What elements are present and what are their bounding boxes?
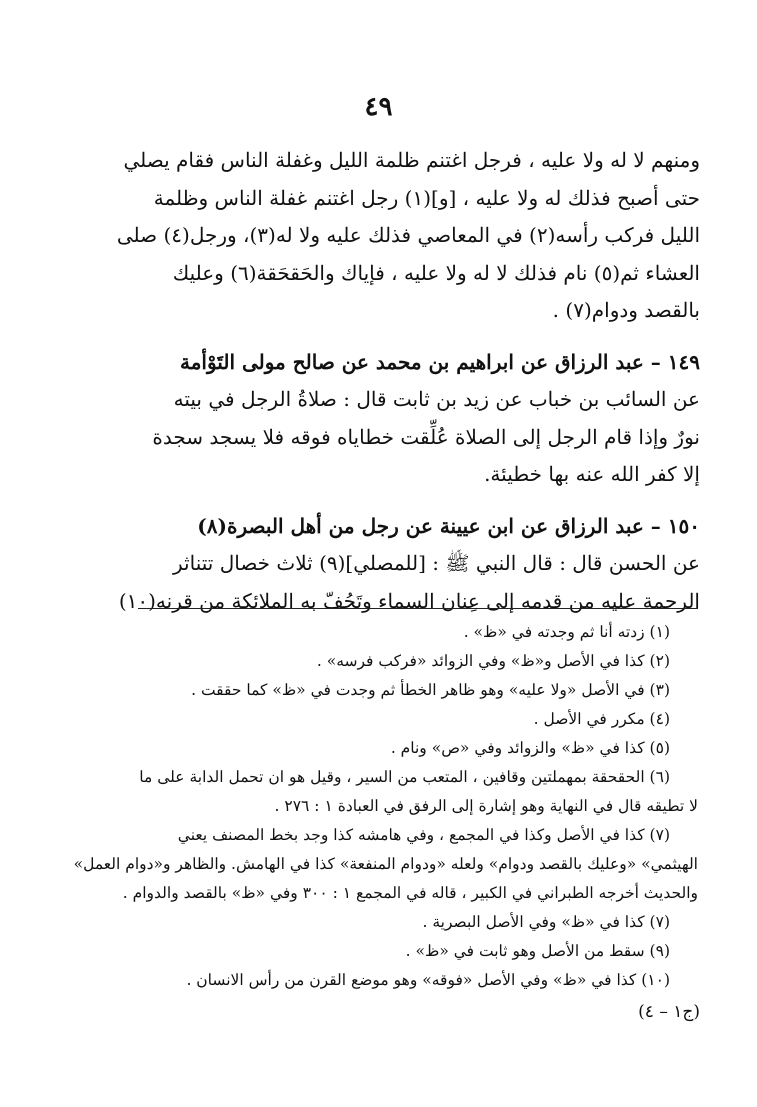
footnote: (١٠) كذا في «ظ» وفي الأصل «فوقه» وهو موضع القرن من رأس الانسان . xyxy=(186,971,670,989)
footnote: (٤) مكرر في الأصل . xyxy=(533,710,670,728)
body-line: الرحمة عليه من قدمه إلى عِنان السماء وتَحُفّ به الملائكة من قرنه(١٠) xyxy=(118,588,700,613)
footnote: (٧) كذا في الأصل وكذا في المجمع ، وفي هامشه كذا وجد بخط المصنف يعني xyxy=(177,826,670,844)
footnote: (٣) في الأصل «ولا عليه» وهو ظاهر الخطأ ثم وجدت في «ظ» كما حققت . xyxy=(191,681,670,699)
body-line: ومنهم لا له ولا عليه ، فرجل اغتنم ظلمة الليل وغفلة الناس فقام يصلي xyxy=(123,148,700,172)
footnote: (٥) كذا في «ظ» والزوائد وفي «ص» ونام . xyxy=(390,739,670,757)
body-line: الليل فركب رأسه(٢) في المعاصي فذلك عليه ولا له(٣)، ورجل(٤) صلى xyxy=(116,223,700,247)
footnote: (٢) كذا في الأصل و«ظ» وفي الزوائد «فركب فرسه» . xyxy=(316,652,670,670)
body-line: عن السائب بن خباب عن زيد بن ثابت قال : صلاةُ الرجل في بيته xyxy=(173,387,700,411)
footnote-divider xyxy=(138,608,698,609)
footnote-continuation: لا تطيقه قال في النهاية وهو إشارة إلى الرفق في العبادة ١ : ٢٧٦ . xyxy=(274,797,698,815)
main-text xyxy=(116,142,700,620)
hadith-150-line: ١٥٠ – عبد الرزاق عن ابن عيينة عن رجل من أهل البصرة(٨) xyxy=(197,513,700,538)
footnote-continuation: الهيثمي» «وعليك بالقصد ودوام» ولعله «ودوام المنفعة» كذا في الهامش. والظاهر و«دوام العمل» xyxy=(73,855,698,873)
footnote: (١) زدته أنا ثم وجدته في «ظ» . xyxy=(463,623,670,641)
footnote: (٧) كذا في «ظ» وفي الأصل البصرية . xyxy=(422,913,670,931)
folio-signature: (ج١ – ٤) xyxy=(638,1002,700,1022)
footnote: (٩) سقط من الأصل وهو ثابت في «ظ» . xyxy=(405,942,670,960)
page-number: ٤٩ xyxy=(364,92,393,122)
footnote: (٦) الحقحقة بمهملتين وقافين ، المتعب من السير ، وقيل هو ان تحمل الدابة على ما xyxy=(139,768,670,786)
body-line: حتى أصبح فذلك له ولا عليه ، [و](١) رجل اغتنم غفلة الناس وظلمة xyxy=(153,185,700,210)
body-line: العشاء ثم(٥) نام فذلك لا له ولا عليه ، فإياك والحَقحَقة(٦) وعليك xyxy=(172,260,700,285)
hadith-149-line: ١٤٩ – عبد الرزاق عن ابراهيم بن محمد عن صالح مولى التَوْأمة xyxy=(179,349,700,374)
body-line: بالقصد ودوام(٧) . xyxy=(552,298,700,322)
body-line: نورٌ وإذا قام الرجل إلى الصلاة عُلِّقت خطاياه فوقه فلا يسجد سجدة xyxy=(152,424,700,449)
body-line: إلا كفر الله عنه بها خطيئة. xyxy=(484,462,700,486)
footnotes xyxy=(73,618,698,995)
footnote-continuation: والحديث أخرجه الطبراني في الكبير ، قاله في المجمع ١ : ٣٠٠ وفي «ظ» بالقصد والدوام . xyxy=(122,884,698,902)
body-line: عن الحسن قال : قال النبي ﷺ : [للمصلي](٩) ثلاث خصال تتناثر xyxy=(173,551,700,575)
